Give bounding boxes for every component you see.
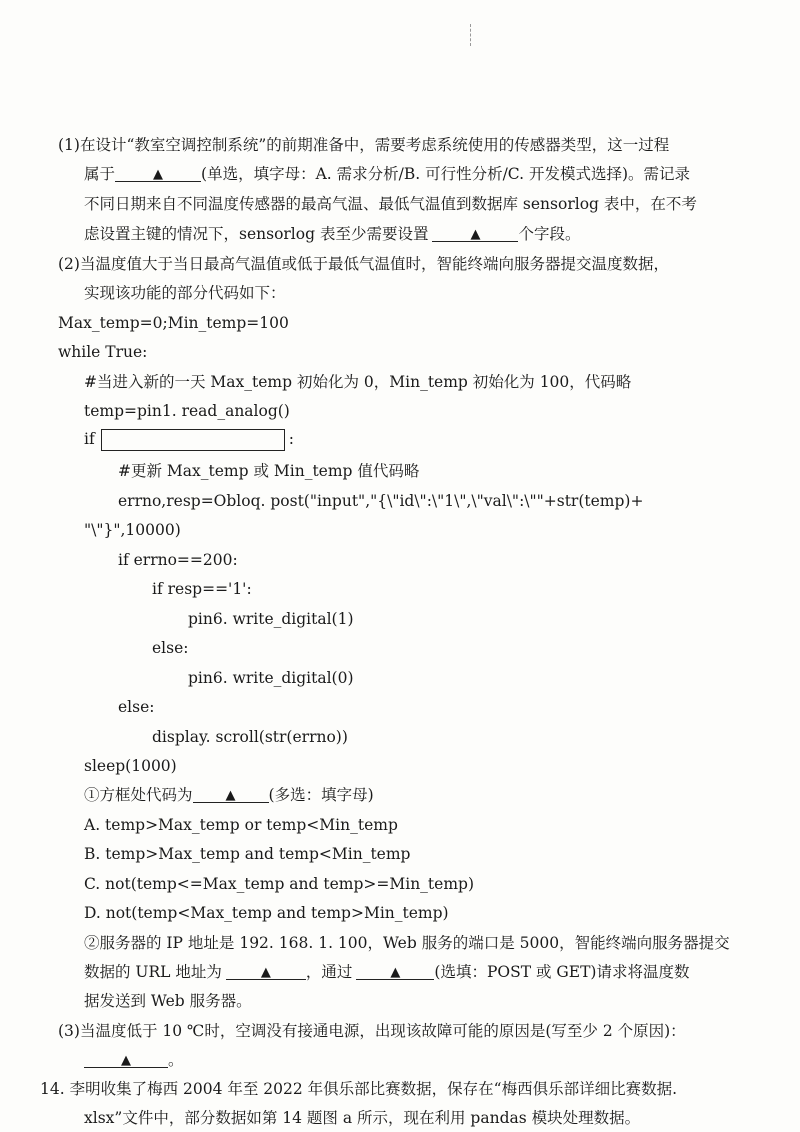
q2-answer-blank-url[interactable] [226,961,306,980]
q1-text-c: 虑设置主键的情况下，sensorlog 表至少需要设置 [84,225,429,243]
page-fold-mark [470,24,471,46]
option-b: B. temp>Max_temp and temp<Min_temp [84,845,411,863]
code-line-14: else: [118,698,155,716]
code-line-2: while True: [58,343,148,361]
triangle-icon: ▲ [153,167,164,182]
code-line-9: if errno==200: [118,551,238,569]
q14-line-2: xlsx”文件中，部分数据如第 14 题图 a 所示，现在利用 pandas 模块处理数据。 [84,1109,641,1127]
q14-line-1: 14. 李明收集了梅西 2004 年至 2022 年俱乐部比赛数据，保存在“梅西俱乐部详细比赛数据. [40,1080,678,1098]
q2-line-1: (2)当温度值大于当日最高气温值或低于最低气温值时，智能终端向服务器提交温度数据， [58,255,669,273]
q2-answer-blank-1[interactable] [193,784,269,803]
q2-sub2-text-b: ，通过 [305,963,353,981]
code-line-10: if resp=='1': [152,580,252,598]
triangle-icon: ▲ [121,1053,131,1068]
code-line-11: pin6. write_digital(1) [188,610,354,628]
q1-line-4 [84,223,580,245]
q2-sub1 [84,784,374,806]
code-line-6: #更新 Max_temp 或 Min_temp 值代码略 [118,462,420,480]
triangle-icon: ▲ [390,965,401,980]
code-line-8: "\"}",10000) [84,521,181,539]
code-line-13: pin6. write_digital(0) [188,669,354,687]
code-line-3: #当进入新的一天 Max_temp 初始化为 0，Min_temp 初始化为 100，代码略 [84,373,632,391]
q3-line-2 [84,1049,184,1071]
code-answer-box[interactable] [101,429,285,451]
code-line-16: sleep(1000) [84,757,177,775]
q1-line-2 [84,163,690,185]
q1-text-a: 属于 [84,165,116,183]
q1-answer-blank-2[interactable] [432,223,518,242]
code-line-15: display. scroll(str(errno)) [152,728,348,746]
option-d: D. not(temp<Max_temp and temp>Min_temp) [84,904,449,922]
triangle-icon: ▲ [225,788,236,803]
triangle-icon: ▲ [260,965,271,980]
q3-period: 。 [168,1051,184,1069]
q3-line-1: (3)当温度低于 10 ℃时，空调没有接通电源，出现该故障可能的原因是(写至少 2 个原因)： [58,1022,686,1040]
triangle-icon: ▲ [470,227,481,242]
q2-sub1-text-a: ①方框处代码为 [84,786,193,804]
code-if: if [84,430,95,448]
q1-answer-blank-1[interactable] [115,163,201,182]
q2-sub2-line-1: ②服务器的 IP 地址是 192. 168. 1. 100，Web 服务的端口是 5000，智能终端向服务器提交 [84,934,730,952]
q2-answer-blank-method[interactable] [356,961,434,980]
code-line-12: else: [152,639,189,657]
q2-sub2-text-c: (选填：POST 或 GET)请求将温度数 [434,963,690,981]
q2-sub2-line-2 [84,961,689,983]
q3-answer-blank[interactable] [84,1049,168,1068]
q1-text-b: (单选，填字母：A. 需求分析/B. 可行性分析/C. 开发模式选择)。需记录 [201,165,691,183]
q2-sub1-text-b: (多选：填字母) [268,786,374,804]
q1-line-3: 不同日期来自不同温度传感器的最高气温、最低气温值到数据库 sensorlog 表中，在不考 [84,195,697,213]
option-a: A. temp>Max_temp or temp<Min_temp [84,816,398,834]
q2-sub2-line-3: 据发送到 Web 服务器。 [84,992,252,1010]
code-line-1: Max_temp=0;Min_temp=100 [58,314,289,332]
code-line-7: errno,resp=Obloq. post("input","{\"id\":\"1\",\"val\":\""+str(temp)+ [118,492,644,510]
q2-sub2-text-a: 数据的 URL 地址为 [84,963,222,981]
option-c: C. not(temp<=Max_temp and temp>=Min_temp) [84,875,474,893]
code-line-5 [84,428,294,451]
q1-line-1: (1)在设计“教室空调控制系统”的前期准备中，需要考虑系统使用的传感器类型，这一过程 [58,136,670,154]
code-colon: : [288,430,294,448]
q1-text-d: 个字段。 [518,225,581,243]
code-line-4: temp=pin1. read_analog() [84,402,290,420]
q2-line-2: 实现该功能的部分代码如下： [84,284,286,302]
